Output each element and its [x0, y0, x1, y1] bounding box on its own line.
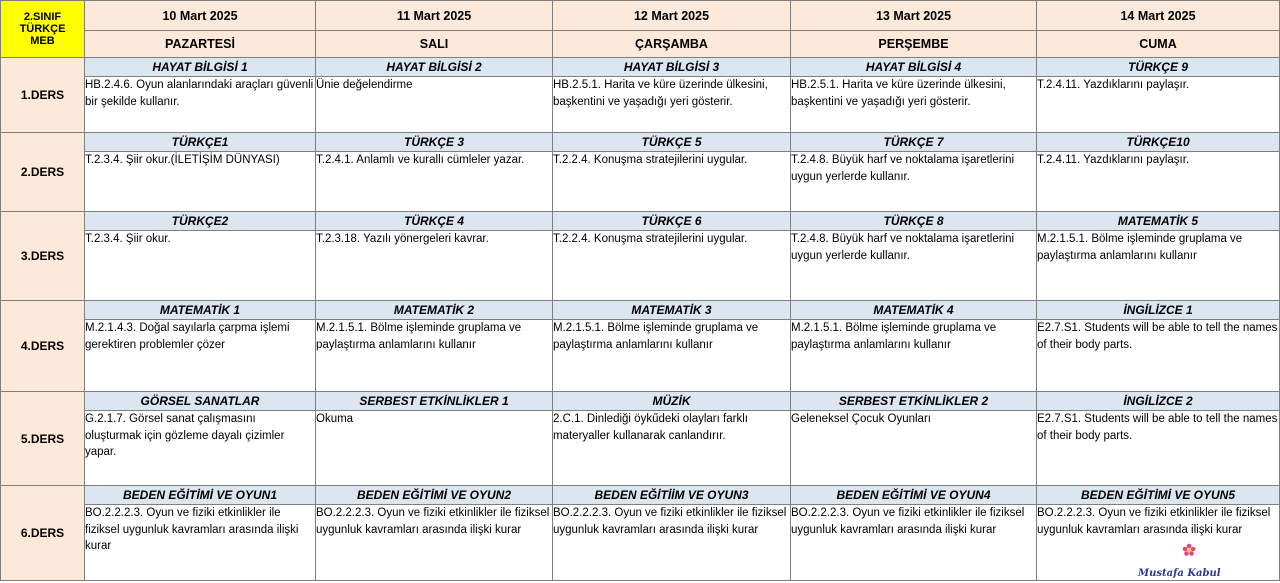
- objective-text: M.2.1.5.1. Bölme işleminde gruplama ve paylaştırma anlamlarını kullanır: [791, 320, 1037, 392]
- subject-title: İNGİLİZCE 2: [1037, 392, 1280, 411]
- objective-text: E2.7.S1. Students will be able to tell the names of their body parts.: [1037, 320, 1280, 392]
- objective-text: BO.2.2.2.3. Oyun ve fiziki etkinlikler ile fiziksel uygunluk kavramları arasında ilişki kurar: [791, 505, 1037, 581]
- lesson-label: 5.DERS: [1, 392, 85, 486]
- objective-text: T.2.2.4. Konuşma stratejilerini uygular.: [553, 231, 791, 301]
- objective-text: T.2.4.11. Yazdıklarını paylaşır.: [1037, 152, 1280, 212]
- objective-text: T.2.3.4. Şiir okur.(İLETİŞİM DÜNYASI): [85, 152, 316, 212]
- subject-title: HAYAT BİLGİSİ 4: [791, 58, 1037, 77]
- objective-text: HB.2.4.6. Oyun alanlarındaki araçları güvenli bir şekilde kullanır.: [85, 77, 316, 133]
- objective-text: T.2.4.1. Anlamlı ve kurallı cümleler yazar.: [316, 152, 553, 212]
- subject-title: TÜRKÇE 7: [791, 133, 1037, 152]
- day-header: PERŞEMBE: [791, 31, 1037, 58]
- objective-text: T.2.4.11. Yazdıklarını paylaşır.: [1037, 77, 1280, 133]
- subject-title: TÜRKÇE 4: [316, 212, 553, 231]
- objective-text: T.2.2.4. Konuşma stratejilerini uygular.: [553, 152, 791, 212]
- corner-line-2: TÜRKÇE: [19, 23, 66, 35]
- objective-text: T.2.4.8. Büyük harf ve noktalama işaretlerini uygun yerlerde kullanır.: [791, 152, 1037, 212]
- date-header: 12 Mart 2025: [553, 1, 791, 31]
- objective-text: HB.2.5.1. Harita ve küre üzerinde ülkesini, başkentini ve yaşadığı yeri gösterir.: [553, 77, 791, 133]
- subject-title: TÜRKÇE 6: [553, 212, 791, 231]
- subject-title: MATEMATİK 5: [1037, 212, 1280, 231]
- date-header: 10 Mart 2025: [85, 1, 316, 31]
- lesson-label: 4.DERS: [1, 301, 85, 392]
- lesson-label: 1.DERS: [1, 58, 85, 133]
- subject-title: BEDEN EĞİTİMİ VE OYUN4: [791, 486, 1037, 505]
- subject-title: HAYAT BİLGİSİ 2: [316, 58, 553, 77]
- objective-text: Okuma: [316, 411, 553, 486]
- date-header: 14 Mart 2025: [1037, 1, 1280, 31]
- subject-title: BEDEN EĞİTİMİ VE OYUN2: [316, 486, 553, 505]
- day-header: CUMA: [1037, 31, 1280, 58]
- corner-line-3: MEB: [30, 35, 55, 47]
- subject-title: BEDEN EĞİTİMİ VE OYUN1: [85, 486, 316, 505]
- lesson-label: 6.DERS: [1, 486, 85, 581]
- date-header: 11 Mart 2025: [316, 1, 553, 31]
- objective-text: BO.2.2.2.3. Oyun ve fiziki etkinlikler ile fiziksel uygunluk kavramları arasında ilişki kurar: [316, 505, 553, 581]
- objective-text: 2.C.1. Dinlediği öykűdeki olayları farklı materyaller kullanarak canlandırır.: [553, 411, 791, 486]
- objective-text: Ünie değelendirme: [316, 77, 553, 133]
- subject-title: HAYAT BİLGİSİ 3: [553, 58, 791, 77]
- subject-title: TÜRKÇE 9: [1037, 58, 1280, 77]
- day-header: SALI: [316, 31, 553, 58]
- subject-title: GÖRSEL SANATLAR: [85, 392, 316, 411]
- subject-title: BEDEN EĞİTİİM VE OYUN3: [553, 486, 791, 505]
- day-header: ÇARŞAMBA: [553, 31, 791, 58]
- lesson-label: 3.DERS: [1, 212, 85, 301]
- day-header: PAZARTESİ: [85, 31, 316, 58]
- subject-title: MATEMATİK 4: [791, 301, 1037, 320]
- objective-text: HB.2.5.1. Harita ve küre üzerinde ülkesini, başkentini ve yaşadığı yeri gösterir.: [791, 77, 1037, 133]
- subject-title: MATEMATİK 3: [553, 301, 791, 320]
- objective-text: E2.7.S1. Students will be able to tell the names of their body parts.: [1037, 411, 1280, 486]
- subject-title: TÜRKÇE2: [85, 212, 316, 231]
- objective-text: M.2.1.4.3. Doğal sayılarla çarpma işlemi gerektiren problemler çözer: [85, 320, 316, 392]
- objective-text: M.2.1.5.1. Bölme işleminde gruplama ve paylaştırma anlamlarını kullanır: [316, 320, 553, 392]
- subject-title: SERBEST ETKİNLİKLER 1: [316, 392, 553, 411]
- objective-text: G.2.1.7. Görsel sanat çalışmasını oluşturmak için gözleme dayalı çizimler yapar.: [85, 411, 316, 486]
- subject-title: TÜRKÇE 8: [791, 212, 1037, 231]
- signature-text: Mustafa Kabul: [1138, 568, 1221, 579]
- objective-text: T.2.3.4. Şiir okur.: [85, 231, 316, 301]
- subject-title: TÜRKÇE 5: [553, 133, 791, 152]
- lesson-label: 2.DERS: [1, 133, 85, 212]
- date-header: 13 Mart 2025: [791, 1, 1037, 31]
- objective-text: BO.2.2.2.3. Oyun ve fiziki etkinlikler ile fiziksel uygunluk kavramları arasında ilişki kurar: [553, 505, 791, 581]
- objective-text: M.2.1.5.1. Bölme işleminde gruplama ve paylaştırma anlamlarını kullanır: [1037, 231, 1280, 301]
- objective-text: T.2.4.8. Büyük harf ve noktalama işaretlerini uygun yerlerde kullanır.: [791, 231, 1037, 301]
- subject-title: BEDEN EĞİTİMİ VE OYUN5: [1037, 486, 1280, 505]
- subject-title: TÜRKÇE1: [85, 133, 316, 152]
- objective-text: Geleneksel Çocuk Oyunları: [791, 411, 1037, 486]
- objective-text: T.2.3.18. Yazılı yönergeleri kavrar.: [316, 231, 553, 301]
- class-label: [1, 1, 85, 58]
- subject-title: SERBEST ETKİNLİKLER 2: [791, 392, 1037, 411]
- subject-title: TÜRKÇE 3: [316, 133, 553, 152]
- subject-title: MÜZİK: [553, 392, 791, 411]
- signature: [1138, 543, 1238, 579]
- subject-title: MATEMATİK 1: [85, 301, 316, 320]
- subject-title: MATEMATİK 2: [316, 301, 553, 320]
- flower-icon: [1182, 543, 1196, 557]
- subject-title: HAYAT BİLGİSİ 1: [85, 58, 316, 77]
- subject-title: İNGİLİZCE 1: [1037, 301, 1280, 320]
- corner-line-1: 2.SINIF: [23, 11, 62, 23]
- objective-text: BO.2.2.2.3. Oyun ve fiziki etkinlikler ile fiziksel uygunluk kavramları arasında ilişki kurar: [1037, 505, 1280, 581]
- subject-title: TÜRKÇE10: [1037, 133, 1280, 152]
- objective-text: BO.2.2.2.3. Oyun ve fiziki etkinlikler ile fiziksel uygunluk kavramları arasında ilişki kurar: [85, 505, 316, 581]
- objective-text: M.2.1.5.1. Bölme işleminde gruplama ve paylaştırma anlamlarını kullanır: [553, 320, 791, 392]
